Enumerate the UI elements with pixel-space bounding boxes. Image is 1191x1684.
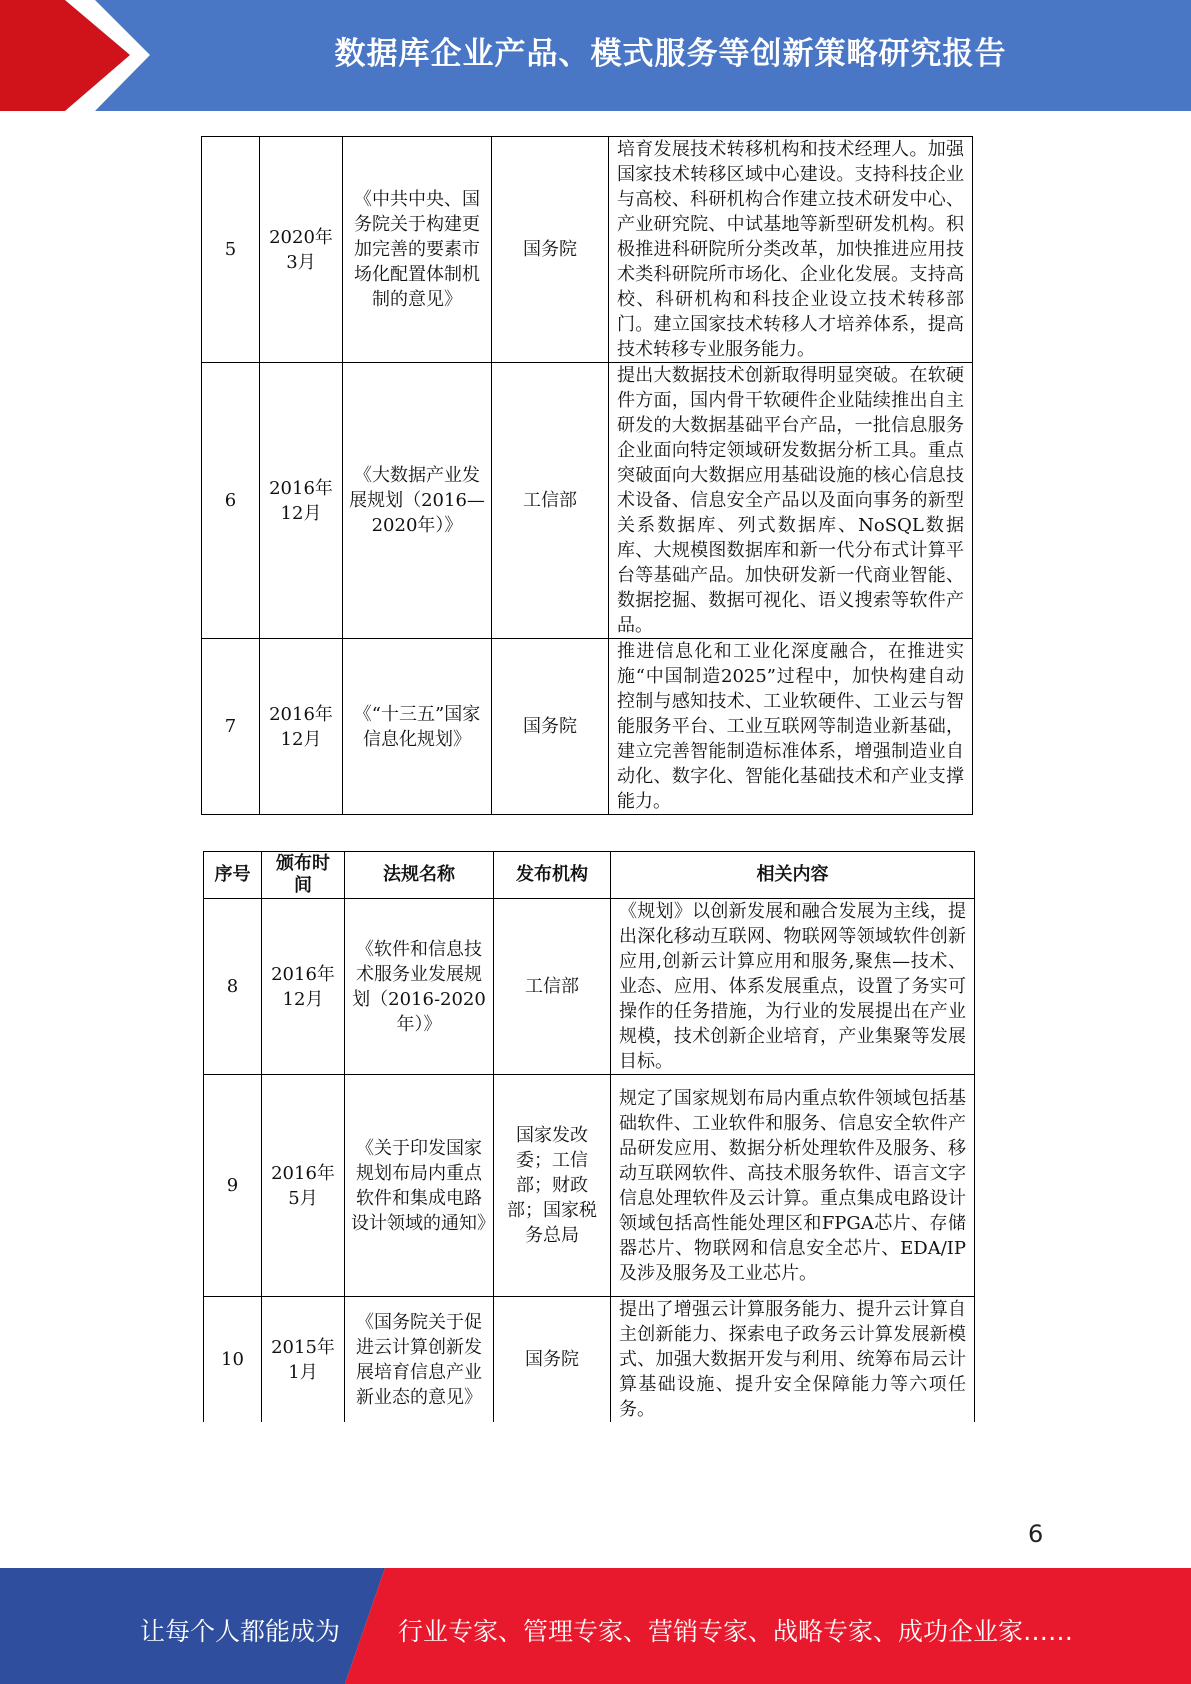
issuing-agency: 工信部 (494, 899, 611, 1075)
page-header (0, 0, 1191, 111)
table-row (204, 1075, 975, 1297)
table-row (202, 137, 973, 363)
table-row (204, 1297, 975, 1423)
regulation-name: 《关于印发国家规划布局内重点软件和集成电路设计领域的通知》 (345, 1075, 494, 1297)
row-number: 7 (202, 639, 260, 815)
page-number: 6 (1028, 1520, 1044, 1548)
issuing-agency: 工信部 (492, 363, 609, 639)
issue-date: 2015年 1月 (262, 1297, 345, 1423)
footer-slogan-left: 让每个人都能成为 (140, 1617, 341, 1646)
related-content: 提出了增强云计算服务能力、提升云计算自主创新能力、探索电子政务云计算发展新模式、加强大数据开发与利用、统筹布局云计算基础设施、提升安全保障能力等六项任务。 (611, 1297, 975, 1423)
related-content: 规定了国家规划布局内重点软件领域包括基础软件、工业软件和服务、信息安全软件产品研发应用、数据分析处理软件及服务、移动互联网软件、高技术服务软件、语言文字信息处理软件及云计算。重点集成电路设计领域包括高性能处理区和FPGA芯片、存储器芯片、物联网和信息安全芯片、EDA/IP及涉及服务及工业芯片。 (611, 1075, 975, 1297)
footer-slogan-right: 行业专家、管理专家、营销专家、战略专家、成功企业家…… (398, 1617, 1074, 1646)
header-date: 颁布时间 (262, 852, 345, 899)
issue-date: 2016年 12月 (262, 899, 345, 1075)
row-number: 5 (202, 137, 260, 363)
related-content: 《规划》以创新发展和融合发展为主线，提出深化移动互联网、物联网等领域软件创新应用,创新云计算应用和服务,聚焦—技术、业态、应用、体系发展重点，设置了务实可操作的任务措施，为行业的发展提出在产业规模，技术创新企业培育，产业集聚等发展目标。 (611, 899, 975, 1075)
issue-date: 2016年 12月 (260, 363, 343, 639)
table-row (204, 899, 975, 1075)
issue-date: 2016年 5月 (262, 1075, 345, 1297)
regulation-name: 《大数据产业发展规划（2016—2020年）》 (343, 363, 492, 639)
issuing-agency: 国务院 (494, 1297, 611, 1423)
policy-table-continued (201, 136, 973, 815)
issuing-agency: 国务院 (492, 639, 609, 815)
row-number: 8 (204, 899, 262, 1075)
regulation-name: 《中共中央、国务院关于构建更加完善的要素市场化配置体制机制的意见》 (343, 137, 492, 363)
regulation-name: 《国务院关于促进云计算创新发展培育信息产业新业态的意见》 (345, 1297, 494, 1423)
issuing-agency: 国家发改委；工信部；财政部；国家税务总局 (494, 1075, 611, 1297)
header-arrow-decoration (0, 0, 150, 111)
row-number: 6 (202, 363, 260, 639)
related-content: 提出大数据技术创新取得明显突破。在软硬件方面，国内骨干软硬件企业陆续推出自主研发的大数据基础平台产品，一批信息服务企业面向特定领域研发数据分析工具。重点突破面向大数据应用基础设施的核心信息技术设备、信息安全产品以及面向事务的新型关系数据库、列式数据库、NoSQL数据库、大规模图数据库和新一代分布式计算平台等基础产品。加快研发新一代商业智能、数据挖掘、数据可视化、语义搜索等软件产品。 (609, 363, 973, 639)
issuing-agency: 国务院 (492, 137, 609, 363)
related-content: 推进信息化和工业化深度融合，在推进实施“中国制造2025”过程中，加快构建自动控制与感知技术、工业软硬件、工业云与智能服务平台、工业互联网等制造业新基础，建立完善智能制造标准体系，增强制造业自动化、数字化、智能化基础技术和产业支撑能力。 (609, 639, 973, 815)
issue-date: 2016年 12月 (260, 639, 343, 815)
page-title: 数据库企业产品、模式服务等创新策略研究报告 (334, 35, 1007, 72)
regulation-name: 《“十三五”国家信息化规划》 (343, 639, 492, 815)
header-no: 序号 (204, 852, 262, 899)
header-org: 发布机构 (494, 852, 611, 899)
header-content: 相关内容 (611, 852, 975, 899)
table-header-row (204, 852, 975, 899)
row-number: 9 (204, 1075, 262, 1297)
regulation-name: 《软件和信息技术服务业发展规划（2016-2020年）》 (345, 899, 494, 1075)
table-row (202, 363, 973, 639)
header-name: 法规名称 (345, 852, 494, 899)
related-content: 培育发展技术转移机构和技术经理人。加强国家技术转移区域中心建设。支持科技企业与高校、科研机构合作建立技术研发中心、产业研究院、中试基地等新型研发机构。积极推进科研院所分类改革，加快推进应用技术类科研院所市场化、企业化发展。支持高校、科研机构和科技企业设立技术转移部门。建立国家技术转移人才培养体系，提高技术转移专业服务能力。 (609, 137, 973, 363)
issue-date: 2020年 3月 (260, 137, 343, 363)
row-number: 10 (204, 1297, 262, 1423)
policy-table (203, 851, 975, 1422)
table-row (202, 639, 973, 815)
